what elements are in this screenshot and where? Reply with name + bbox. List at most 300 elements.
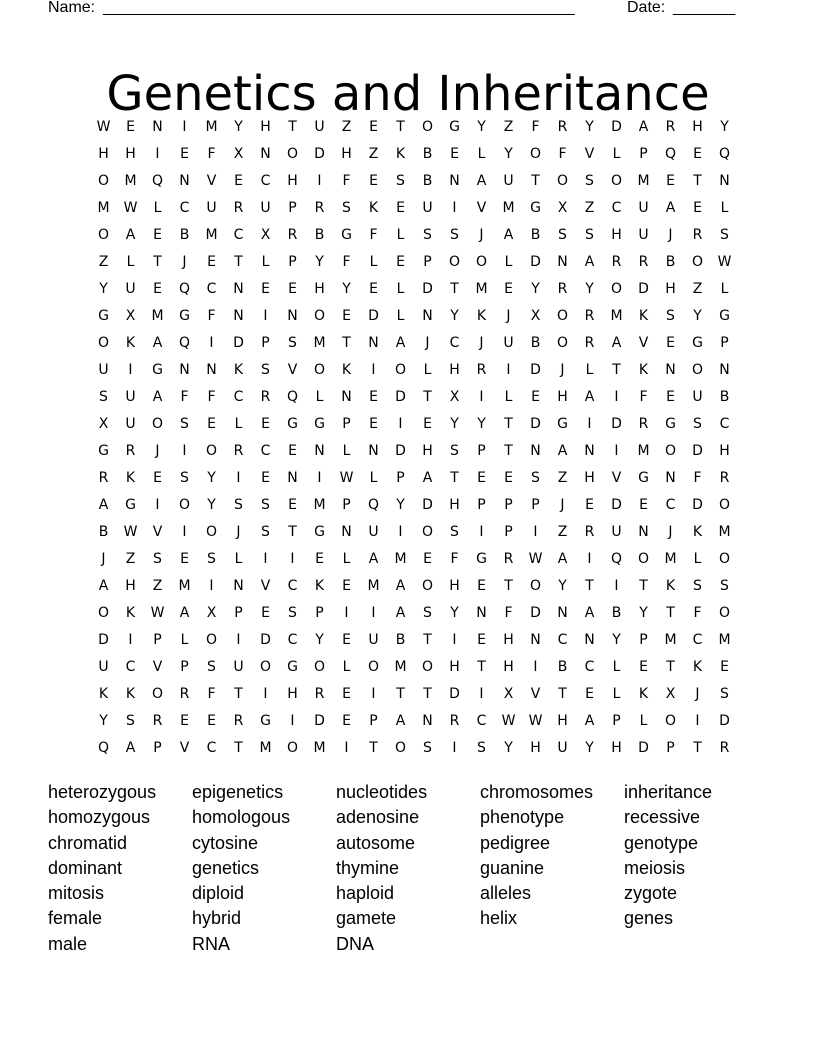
grid-letter[interactable]: I <box>614 388 619 405</box>
grid-letter[interactable]: W <box>96 118 111 135</box>
grid-letter[interactable]: E <box>504 280 513 297</box>
grid-letter[interactable]: M <box>205 226 218 243</box>
grid-letter[interactable]: G <box>557 415 568 432</box>
grid-letter[interactable]: R <box>503 550 514 567</box>
grid-letter[interactable]: N <box>287 307 298 324</box>
grid-letter[interactable]: Z <box>98 253 109 270</box>
grid-letter[interactable]: O <box>313 658 326 675</box>
grid-letter[interactable]: Y <box>720 118 729 135</box>
grid-letter[interactable]: L <box>504 253 513 270</box>
grid-letter[interactable]: J <box>182 253 187 270</box>
grid-letter[interactable]: T <box>666 604 675 621</box>
grid-letter[interactable]: A <box>368 550 379 567</box>
grid-letter[interactable]: S <box>720 226 729 243</box>
grid-letter[interactable]: T <box>531 172 540 189</box>
grid-letter[interactable]: K <box>368 199 379 216</box>
grid-letter[interactable]: W <box>123 523 138 540</box>
grid-letter[interactable]: J <box>695 685 700 702</box>
grid-letter[interactable]: D <box>719 712 730 729</box>
grid-letter[interactable]: E <box>261 469 270 486</box>
grid-letter[interactable]: R <box>719 469 730 486</box>
grid-letter[interactable]: Y <box>639 604 648 621</box>
date-field[interactable]: _______ <box>673 0 736 16</box>
grid-letter[interactable]: T <box>369 739 378 756</box>
grid-letter[interactable]: D <box>395 388 406 405</box>
grid-letter[interactable]: A <box>152 334 163 351</box>
grid-letter[interactable]: A <box>584 253 595 270</box>
grid-letter[interactable]: S <box>234 496 243 513</box>
grid-letter[interactable]: R <box>152 712 163 729</box>
grid-letter[interactable]: I <box>479 685 484 702</box>
grid-letter[interactable]: G <box>719 307 730 324</box>
grid-letter[interactable]: I <box>182 118 187 135</box>
grid-letter[interactable]: A <box>665 199 676 216</box>
grid-letter[interactable]: M <box>637 172 650 189</box>
grid-letter[interactable]: E <box>477 577 486 594</box>
grid-letter[interactable]: K <box>638 307 649 324</box>
grid-letter[interactable]: E <box>153 226 162 243</box>
grid-letter[interactable]: V <box>179 739 190 756</box>
grid-letter[interactable]: M <box>313 739 326 756</box>
grid-letter[interactable]: A <box>395 712 406 729</box>
grid-letter[interactable]: B <box>314 226 325 243</box>
grid-letter[interactable]: I <box>398 415 403 432</box>
grid-letter[interactable]: S <box>585 172 594 189</box>
grid-letter[interactable]: H <box>530 739 541 756</box>
grid-letter[interactable]: E <box>585 685 594 702</box>
grid-letter[interactable]: S <box>261 496 270 513</box>
grid-letter[interactable]: X <box>98 415 109 432</box>
grid-letter[interactable]: V <box>260 577 271 594</box>
grid-letter[interactable]: R <box>314 685 325 702</box>
grid-letter[interactable]: Z <box>557 469 568 486</box>
grid-letter[interactable]: V <box>476 199 487 216</box>
grid-letter[interactable]: E <box>342 712 351 729</box>
grid-letter[interactable]: K <box>395 145 406 162</box>
grid-letter[interactable]: P <box>423 253 432 270</box>
grid-letter[interactable]: E <box>369 415 378 432</box>
grid-letter[interactable]: A <box>557 442 568 459</box>
grid-letter[interactable]: I <box>479 523 484 540</box>
grid-letter[interactable]: O <box>664 712 677 729</box>
grid-letter[interactable]: R <box>584 334 595 351</box>
grid-letter[interactable]: T <box>477 658 486 675</box>
grid-letter[interactable]: E <box>666 334 675 351</box>
grid-letter[interactable]: N <box>530 442 541 459</box>
grid-letter[interactable]: O <box>556 334 569 351</box>
grid-letter[interactable]: I <box>155 496 160 513</box>
grid-letter[interactable]: I <box>236 469 241 486</box>
grid-letter[interactable]: S <box>261 361 270 378</box>
grid-letter[interactable]: O <box>421 523 434 540</box>
grid-letter[interactable]: G <box>287 415 298 432</box>
grid-letter[interactable]: E <box>369 172 378 189</box>
grid-letter[interactable]: E <box>288 442 297 459</box>
grid-letter[interactable]: B <box>557 658 568 675</box>
grid-letter[interactable]: W <box>123 199 138 216</box>
grid-letter[interactable]: T <box>234 253 243 270</box>
grid-letter[interactable]: W <box>528 550 543 567</box>
grid-letter[interactable]: R <box>179 685 190 702</box>
grid-letter[interactable]: O <box>259 658 272 675</box>
grid-letter[interactable]: E <box>504 469 513 486</box>
grid-letter[interactable]: V <box>152 658 163 675</box>
grid-letter[interactable]: O <box>421 577 434 594</box>
grid-letter[interactable]: O <box>610 172 623 189</box>
grid-letter[interactable]: O <box>556 307 569 324</box>
grid-letter[interactable]: N <box>557 604 568 621</box>
grid-letter[interactable]: Y <box>504 145 513 162</box>
grid-letter[interactable]: L <box>369 469 378 486</box>
grid-letter[interactable]: S <box>720 685 729 702</box>
grid-letter[interactable]: N <box>422 712 433 729</box>
grid-letter[interactable]: U <box>638 226 649 243</box>
grid-letter[interactable]: Y <box>612 631 621 648</box>
grid-letter[interactable]: L <box>585 361 594 378</box>
grid-letter[interactable]: P <box>261 334 270 351</box>
grid-letter[interactable]: P <box>720 334 729 351</box>
grid-letter[interactable]: N <box>665 361 676 378</box>
grid-letter[interactable]: Y <box>531 280 540 297</box>
grid-letter[interactable]: M <box>205 118 218 135</box>
grid-letter[interactable]: N <box>422 307 433 324</box>
grid-letter[interactable]: B <box>530 226 541 243</box>
grid-letter[interactable]: N <box>179 172 190 189</box>
grid-letter[interactable]: C <box>692 631 703 648</box>
grid-letter[interactable]: C <box>233 388 244 405</box>
grid-letter[interactable]: O <box>205 631 218 648</box>
grid-letter[interactable]: M <box>178 577 191 594</box>
grid-letter[interactable]: Y <box>396 496 405 513</box>
grid-letter[interactable]: I <box>506 361 511 378</box>
grid-letter[interactable]: L <box>720 280 729 297</box>
grid-letter[interactable]: E <box>369 118 378 135</box>
grid-letter[interactable]: C <box>179 199 190 216</box>
grid-letter[interactable]: E <box>126 118 135 135</box>
grid-letter[interactable]: J <box>236 523 241 540</box>
grid-letter[interactable]: U <box>368 523 379 540</box>
grid-letter[interactable]: K <box>125 334 136 351</box>
grid-letter[interactable]: O <box>664 442 677 459</box>
grid-letter[interactable]: O <box>286 739 299 756</box>
grid-letter[interactable]: W <box>717 253 732 270</box>
grid-letter[interactable]: O <box>610 280 623 297</box>
grid-letter[interactable]: L <box>234 415 243 432</box>
grid-letter[interactable]: E <box>666 388 675 405</box>
grid-letter[interactable]: I <box>371 685 376 702</box>
grid-letter[interactable]: S <box>423 604 432 621</box>
grid-letter[interactable]: D <box>422 280 433 297</box>
grid-letter[interactable]: M <box>664 550 677 567</box>
grid-letter[interactable]: A <box>638 118 649 135</box>
grid-letter[interactable]: L <box>477 145 486 162</box>
grid-letter[interactable]: S <box>450 442 459 459</box>
grid-letter[interactable]: S <box>153 550 162 567</box>
grid-letter[interactable]: Q <box>151 172 164 189</box>
grid-letter[interactable]: I <box>398 523 403 540</box>
grid-letter[interactable]: R <box>611 253 622 270</box>
grid-letter[interactable]: M <box>502 199 515 216</box>
grid-letter[interactable]: I <box>452 631 457 648</box>
grid-letter[interactable]: T <box>423 631 432 648</box>
grid-letter[interactable]: B <box>719 388 730 405</box>
grid-letter[interactable]: O <box>529 577 542 594</box>
grid-letter[interactable]: T <box>504 442 513 459</box>
grid-letter[interactable]: E <box>720 658 729 675</box>
grid-letter[interactable]: R <box>665 118 676 135</box>
grid-letter[interactable]: I <box>290 550 295 567</box>
grid-letter[interactable]: T <box>288 118 297 135</box>
grid-letter[interactable]: T <box>558 685 567 702</box>
grid-letter[interactable]: R <box>557 118 568 135</box>
grid-letter[interactable]: I <box>263 307 268 324</box>
grid-letter[interactable]: N <box>233 280 244 297</box>
grid-letter[interactable]: S <box>288 334 297 351</box>
grid-letter[interactable]: Q <box>718 145 731 162</box>
grid-letter[interactable]: E <box>261 415 270 432</box>
grid-letter[interactable]: Y <box>207 496 216 513</box>
grid-letter[interactable]: I <box>182 442 187 459</box>
grid-letter[interactable]: N <box>179 361 190 378</box>
grid-letter[interactable]: Y <box>585 280 594 297</box>
grid-letter[interactable]: H <box>98 145 109 162</box>
grid-letter[interactable]: L <box>342 658 351 675</box>
grid-letter[interactable]: H <box>287 685 298 702</box>
grid-letter[interactable]: C <box>476 712 487 729</box>
grid-letter[interactable]: F <box>693 604 702 621</box>
grid-letter[interactable]: M <box>367 577 380 594</box>
grid-letter[interactable]: A <box>98 577 109 594</box>
grid-letter[interactable]: N <box>719 172 730 189</box>
grid-letter[interactable]: G <box>314 523 325 540</box>
grid-letter[interactable]: C <box>125 658 136 675</box>
grid-letter[interactable]: N <box>530 631 541 648</box>
grid-letter[interactable]: D <box>368 307 379 324</box>
grid-letter[interactable]: B <box>665 253 676 270</box>
grid-letter[interactable]: N <box>476 604 487 621</box>
grid-letter[interactable]: L <box>342 550 351 567</box>
grid-letter[interactable]: H <box>287 172 298 189</box>
grid-letter[interactable]: D <box>98 631 109 648</box>
grid-letter[interactable]: K <box>98 685 109 702</box>
grid-letter[interactable]: O <box>421 118 434 135</box>
grid-letter[interactable]: Q <box>286 388 299 405</box>
grid-letter[interactable]: Y <box>234 118 243 135</box>
grid-letter[interactable]: O <box>394 739 407 756</box>
grid-letter[interactable]: G <box>260 712 271 729</box>
grid-letter[interactable]: F <box>342 253 351 270</box>
grid-letter[interactable]: F <box>504 604 513 621</box>
grid-letter[interactable]: P <box>639 631 648 648</box>
grid-letter[interactable]: D <box>260 631 271 648</box>
grid-letter[interactable]: T <box>612 361 621 378</box>
grid-letter[interactable]: J <box>479 334 484 351</box>
grid-letter[interactable]: I <box>155 145 160 162</box>
grid-letter[interactable]: O <box>205 442 218 459</box>
grid-letter[interactable]: A <box>179 604 190 621</box>
grid-letter[interactable]: O <box>97 334 110 351</box>
grid-letter[interactable]: G <box>287 658 298 675</box>
grid-letter[interactable]: Y <box>315 253 324 270</box>
grid-letter[interactable]: U <box>422 199 433 216</box>
grid-letter[interactable]: I <box>128 361 133 378</box>
grid-letter[interactable]: K <box>692 658 703 675</box>
grid-letter[interactable]: M <box>394 550 407 567</box>
grid-letter[interactable]: O <box>286 145 299 162</box>
grid-letter[interactable]: F <box>693 469 702 486</box>
grid-letter[interactable]: F <box>207 685 216 702</box>
grid-letter[interactable]: I <box>236 631 241 648</box>
grid-letter[interactable]: L <box>315 388 324 405</box>
grid-letter[interactable]: F <box>180 388 189 405</box>
grid-letter[interactable]: O <box>178 496 191 513</box>
grid-letter[interactable]: C <box>584 658 595 675</box>
grid-letter[interactable]: Y <box>477 415 486 432</box>
grid-letter[interactable]: C <box>206 280 217 297</box>
grid-letter[interactable]: O <box>637 550 650 567</box>
grid-letter[interactable]: N <box>152 118 163 135</box>
grid-letter[interactable]: E <box>693 199 702 216</box>
grid-letter[interactable]: S <box>423 226 432 243</box>
grid-letter[interactable]: D <box>530 415 541 432</box>
grid-letter[interactable]: I <box>290 712 295 729</box>
grid-letter[interactable]: O <box>448 253 461 270</box>
grid-letter[interactable]: C <box>287 577 298 594</box>
grid-letter[interactable]: N <box>314 442 325 459</box>
grid-letter[interactable]: P <box>180 658 189 675</box>
grid-letter[interactable]: L <box>261 253 270 270</box>
grid-letter[interactable]: E <box>639 658 648 675</box>
grid-letter[interactable]: A <box>98 496 109 513</box>
grid-letter[interactable]: A <box>584 604 595 621</box>
grid-letter[interactable]: J <box>560 496 565 513</box>
grid-letter[interactable]: L <box>396 307 405 324</box>
grid-letter[interactable]: J <box>668 523 673 540</box>
grid-letter[interactable]: O <box>205 523 218 540</box>
grid-letter[interactable]: C <box>206 739 217 756</box>
grid-letter[interactable]: Z <box>584 199 595 216</box>
grid-letter[interactable]: H <box>260 118 271 135</box>
grid-letter[interactable]: F <box>342 172 351 189</box>
grid-letter[interactable]: O <box>691 253 704 270</box>
grid-letter[interactable]: A <box>422 469 433 486</box>
grid-letter[interactable]: P <box>666 739 675 756</box>
grid-letter[interactable]: T <box>639 577 648 594</box>
grid-letter[interactable]: S <box>207 658 216 675</box>
grid-letter[interactable]: L <box>720 199 729 216</box>
grid-letter[interactable]: N <box>206 361 217 378</box>
grid-letter[interactable]: U <box>503 172 514 189</box>
grid-letter[interactable]: I <box>479 388 484 405</box>
grid-letter[interactable]: K <box>341 361 352 378</box>
grid-letter[interactable]: N <box>368 334 379 351</box>
grid-letter[interactable]: F <box>369 226 378 243</box>
grid-letter[interactable]: V <box>206 172 217 189</box>
grid-letter[interactable]: V <box>287 361 298 378</box>
grid-letter[interactable]: V <box>638 334 649 351</box>
grid-letter[interactable]: G <box>476 550 487 567</box>
grid-letter[interactable]: S <box>720 577 729 594</box>
grid-letter[interactable]: U <box>98 361 109 378</box>
grid-letter[interactable]: T <box>234 685 243 702</box>
grid-letter[interactable]: F <box>207 307 216 324</box>
grid-letter[interactable]: Y <box>693 307 702 324</box>
grid-letter[interactable]: I <box>209 577 214 594</box>
grid-letter[interactable]: A <box>125 739 136 756</box>
grid-letter[interactable]: I <box>533 523 538 540</box>
grid-letter[interactable]: E <box>234 172 243 189</box>
grid-letter[interactable]: T <box>585 577 594 594</box>
grid-letter[interactable]: A <box>395 334 406 351</box>
grid-letter[interactable]: S <box>693 577 702 594</box>
grid-letter[interactable]: X <box>530 307 541 324</box>
grid-letter[interactable]: P <box>153 631 162 648</box>
grid-letter[interactable]: E <box>153 280 162 297</box>
grid-letter[interactable]: D <box>611 496 622 513</box>
grid-letter[interactable]: L <box>504 388 513 405</box>
grid-letter[interactable]: R <box>98 469 109 486</box>
grid-letter[interactable]: M <box>637 442 650 459</box>
grid-letter[interactable]: D <box>314 712 325 729</box>
grid-letter[interactable]: F <box>531 118 540 135</box>
grid-letter[interactable]: E <box>153 469 162 486</box>
grid-letter[interactable]: O <box>151 415 164 432</box>
grid-letter[interactable]: R <box>638 253 649 270</box>
grid-letter[interactable]: T <box>396 685 405 702</box>
grid-letter[interactable]: O <box>691 361 704 378</box>
grid-letter[interactable]: S <box>180 415 189 432</box>
grid-letter[interactable]: E <box>666 172 675 189</box>
grid-letter[interactable]: D <box>692 496 703 513</box>
grid-letter[interactable]: A <box>584 388 595 405</box>
grid-letter[interactable]: I <box>371 604 376 621</box>
grid-letter[interactable]: H <box>503 631 514 648</box>
grid-letter[interactable]: D <box>611 118 622 135</box>
grid-letter[interactable]: W <box>528 712 543 729</box>
grid-letter[interactable]: R <box>449 712 460 729</box>
grid-letter[interactable]: C <box>449 334 460 351</box>
grid-letter[interactable]: A <box>152 388 163 405</box>
grid-letter[interactable]: E <box>180 145 189 162</box>
grid-letter[interactable]: F <box>450 550 459 567</box>
grid-letter[interactable]: H <box>611 226 622 243</box>
grid-letter[interactable]: A <box>584 712 595 729</box>
grid-letter[interactable]: B <box>422 172 433 189</box>
grid-letter[interactable]: S <box>180 469 189 486</box>
grid-letter[interactable]: Y <box>558 577 567 594</box>
grid-letter[interactable]: G <box>665 415 676 432</box>
grid-letter[interactable]: I <box>587 550 592 567</box>
grid-letter[interactable]: U <box>125 388 136 405</box>
grid-letter[interactable]: E <box>531 388 540 405</box>
grid-letter[interactable]: O <box>313 361 326 378</box>
grid-letter[interactable]: S <box>342 199 351 216</box>
grid-letter[interactable]: D <box>611 415 622 432</box>
grid-letter[interactable]: Y <box>342 280 351 297</box>
grid-letter[interactable]: L <box>612 658 621 675</box>
grid-letter[interactable]: I <box>209 334 214 351</box>
grid-letter[interactable]: M <box>259 739 272 756</box>
grid-letter[interactable]: X <box>557 199 568 216</box>
grid-letter[interactable]: S <box>531 469 540 486</box>
grid-letter[interactable]: R <box>314 199 325 216</box>
grid-letter[interactable]: N <box>584 631 595 648</box>
grid-letter[interactable]: C <box>719 415 730 432</box>
grid-letter[interactable]: H <box>557 388 568 405</box>
grid-letter[interactable]: Y <box>504 739 513 756</box>
grid-letter[interactable]: E <box>261 604 270 621</box>
grid-letter[interactable]: M <box>664 631 677 648</box>
